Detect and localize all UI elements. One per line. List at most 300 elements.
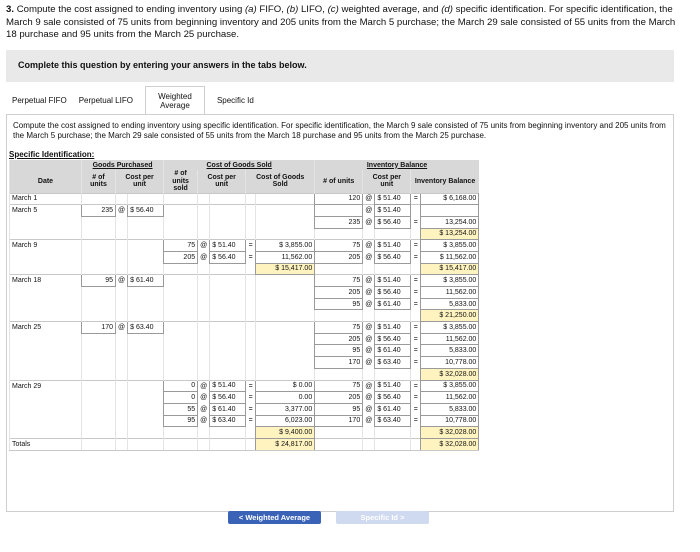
tab-perpetual-lifo[interactable]: Perpetual LIFO [73, 86, 139, 114]
equals-sign: = [411, 403, 421, 415]
table-cell [128, 392, 164, 404]
table-cell [246, 193, 256, 205]
table-cell [198, 205, 210, 217]
table-cell [10, 403, 82, 415]
table-cell [82, 333, 116, 345]
table-cell [10, 298, 82, 310]
ib-units-input[interactable]: 205 [315, 333, 363, 345]
at-symbol: @ [363, 193, 375, 205]
equals-sign: = [246, 415, 256, 427]
table-cell [10, 287, 82, 299]
ib-units-input[interactable]: 75 [315, 240, 363, 252]
table-header-cell [10, 160, 82, 170]
table-cell [246, 275, 256, 287]
table-cell [198, 357, 210, 369]
at-symbol: @ [198, 392, 210, 404]
table-cell [198, 322, 210, 334]
table-cell [128, 380, 164, 392]
group-cost-of-goods-sold: Cost of Goods Sold [164, 160, 315, 170]
table-cell [210, 310, 246, 322]
table-cell [116, 251, 128, 263]
table-cell [375, 368, 411, 380]
ib-total-cell: 5,833.00 [421, 403, 479, 415]
ib-units-input[interactable]: 120 [315, 193, 363, 205]
equals-sign: = [246, 251, 256, 263]
ib-grand-total: $ 32,028.00 [421, 438, 479, 450]
at-symbol: @ [198, 380, 210, 392]
equals-sign: = [411, 333, 421, 345]
table-cell [82, 310, 116, 322]
question-text [6, 4, 686, 42]
table-cell [128, 368, 164, 380]
table-row [10, 345, 479, 357]
table-cell [246, 205, 256, 217]
table-cell [116, 228, 128, 240]
table-cell [246, 357, 256, 369]
table-cell [198, 333, 210, 345]
gp-cost-input[interactable]: $ 56.40 [128, 205, 164, 217]
table-cell [246, 345, 256, 357]
ib-cost-cell: $ 51.40 [375, 193, 411, 205]
instruction-banner: Complete this question by entering your answers in the tabs below. [6, 50, 674, 82]
table-cell [198, 263, 210, 275]
table-cell [82, 193, 116, 205]
cs-total-cell: $ 3,855.00 [256, 240, 315, 252]
table-cell [198, 228, 210, 240]
table-cell [363, 427, 375, 439]
header-date: Date [10, 170, 82, 193]
table-cell [198, 368, 210, 380]
equals-sign: = [411, 380, 421, 392]
header-ib-total: Inventory Balance [411, 170, 479, 193]
ib-total-cell: 10,778.00 [421, 357, 479, 369]
table-cell [411, 310, 421, 322]
table-cell [82, 240, 116, 252]
table-cell [246, 298, 256, 310]
table-cell [198, 345, 210, 357]
tab-panel [6, 114, 674, 512]
equals-sign: = [411, 392, 421, 404]
ib-total-cell: 13,254.00 [421, 216, 479, 228]
table-cell [10, 427, 82, 439]
ib-units-input[interactable]: 170 [315, 415, 363, 427]
table-cell [116, 240, 128, 252]
cs-units-input[interactable]: 55 [164, 403, 198, 415]
ib-units-input[interactable]: 95 [315, 345, 363, 357]
cs-total-cell: 3,377.00 [256, 403, 315, 415]
table-cell [246, 216, 256, 228]
at-symbol: @ [363, 275, 375, 287]
cs-units-input[interactable]: 75 [164, 240, 198, 252]
ib-units-input[interactable]: 205 [315, 392, 363, 404]
cs-units-input[interactable]: 0 [164, 380, 198, 392]
table-cell [363, 263, 375, 275]
ib-total-cell: $ 3,855.00 [421, 240, 479, 252]
gp-cost-input[interactable]: $ 63.40 [128, 322, 164, 334]
cs-grand-total: $ 24,817.00 [256, 438, 315, 450]
table-cell [198, 216, 210, 228]
table-cell [116, 263, 128, 275]
question-number: 3. [6, 4, 15, 15]
ib-cost-cell: $ 51.40 [375, 322, 411, 334]
table-cell [363, 368, 375, 380]
group-inventory-balance: Inventory Balance [315, 160, 479, 170]
equals-sign: = [411, 322, 421, 334]
row-date: March 25 [10, 322, 82, 334]
table-cell [246, 427, 256, 439]
ib-subtotal: $ 15,417.00 [421, 263, 479, 275]
table-cell [82, 251, 116, 263]
totals-label: Totals [10, 438, 82, 450]
ib-total-cell: $ 3,855.00 [421, 322, 479, 334]
header-cs-cost: Cost per unit [198, 170, 246, 193]
table-cell [198, 193, 210, 205]
table-cell [375, 427, 411, 439]
table-cell [363, 228, 375, 240]
gp-units-input[interactable]: 170 [82, 322, 116, 334]
table-cell [82, 345, 116, 357]
table-cell [256, 310, 315, 322]
table-cell [164, 310, 198, 322]
table-cell [315, 427, 363, 439]
table-cell [82, 427, 116, 439]
table-cell [210, 205, 246, 217]
table-cell [246, 333, 256, 345]
table-cell [198, 298, 210, 310]
table-cell [128, 240, 164, 252]
totals-row [10, 438, 479, 450]
table-cell [82, 415, 116, 427]
gp-units-input[interactable]: 95 [82, 275, 116, 287]
table-cell [256, 345, 315, 357]
table-cell [256, 333, 315, 345]
table-cell [164, 357, 198, 369]
ib-cost-cell: $ 56.40 [375, 251, 411, 263]
table-cell [256, 357, 315, 369]
table-cell [246, 438, 256, 450]
equals-sign: = [411, 287, 421, 299]
table-cell [256, 193, 315, 205]
ib-units-input[interactable]: 75 [315, 275, 363, 287]
table-cell [82, 357, 116, 369]
equals-sign: = [246, 403, 256, 415]
at-symbol: @ [363, 322, 375, 334]
at-symbol: @ [198, 403, 210, 415]
ib-units-input[interactable]: 205 [315, 251, 363, 263]
at-symbol: @ [363, 251, 375, 263]
table-cell [315, 310, 363, 322]
cs-cost-input[interactable]: $ 61.40 [210, 403, 246, 415]
table-cell [10, 310, 82, 322]
table-cell [198, 275, 210, 287]
equals-sign: = [246, 392, 256, 404]
table-cell [164, 345, 198, 357]
table-cell [10, 251, 82, 263]
ib-subtotal: $ 13,254.00 [421, 228, 479, 240]
table-row [10, 240, 479, 252]
table-cell [315, 438, 363, 450]
equals-sign: = [411, 415, 421, 427]
prev-tab-button[interactable]: < Weighted Average [228, 511, 321, 524]
equals-sign: = [411, 251, 421, 263]
table-cell [82, 368, 116, 380]
table-cell [128, 263, 164, 275]
table-cell [116, 287, 128, 299]
table-cell [198, 438, 210, 450]
table-cell [246, 228, 256, 240]
question-part: (d) [441, 4, 453, 15]
ib-total-cell: $ 11,562.00 [421, 251, 479, 263]
row-date: March 18 [10, 275, 82, 287]
table-cell [82, 392, 116, 404]
table-cell [128, 298, 164, 310]
table-cell [411, 368, 421, 380]
table-cell [82, 298, 116, 310]
table-cell [315, 368, 363, 380]
table-cell [210, 216, 246, 228]
at-symbol: @ [363, 357, 375, 369]
ib-units-input[interactable]: 95 [315, 403, 363, 415]
table-row [10, 193, 479, 205]
table-cell [210, 322, 246, 334]
table-row [10, 403, 479, 415]
table-cell [128, 216, 164, 228]
table-cell [116, 368, 128, 380]
table-cell [246, 287, 256, 299]
at-symbol: @ [198, 251, 210, 263]
table-row [10, 415, 479, 427]
at-symbol: @ [363, 287, 375, 299]
table-cell [210, 333, 246, 345]
cs-units-input[interactable]: 95 [164, 415, 198, 427]
equals-sign: = [246, 380, 256, 392]
ib-cost-cell: $ 61.40 [375, 403, 411, 415]
ib-subtotal: $ 32,028.00 [421, 427, 479, 439]
table-cell [198, 310, 210, 322]
gp-units-input[interactable]: 235 [82, 205, 116, 217]
table-row [10, 275, 479, 287]
table-cell [210, 263, 246, 275]
question-part: weighted average, and [338, 4, 442, 15]
table-cell [116, 403, 128, 415]
table-cell [411, 263, 421, 275]
table-cell [10, 415, 82, 427]
table-cell [164, 287, 198, 299]
table-cell [10, 263, 82, 275]
table-cell [164, 322, 198, 334]
ib-cost-cell: $ 51.40 [375, 275, 411, 287]
at-symbol: @ [363, 345, 375, 357]
table-cell [375, 438, 411, 450]
cs-cost-input[interactable]: $ 56.40 [210, 251, 246, 263]
at-symbol: @ [198, 415, 210, 427]
question-part: (c) [327, 4, 339, 15]
table-cell [198, 287, 210, 299]
ib-units-input[interactable]: 235 [315, 216, 363, 228]
ib-cost-cell: $ 56.40 [375, 333, 411, 345]
table-cell [246, 310, 256, 322]
tab-weighted-average[interactable]: Weighted Average [145, 86, 205, 115]
table-cell [164, 298, 198, 310]
row-date: March 9 [10, 240, 82, 252]
table-cell [116, 415, 128, 427]
table-cell [82, 287, 116, 299]
equals-sign: = [411, 275, 421, 287]
table-cell [116, 392, 128, 404]
cs-total-cell: 11,562.00 [256, 251, 315, 263]
table-cell [375, 263, 411, 275]
table-cell [164, 275, 198, 287]
table-cell [411, 438, 421, 450]
equals-sign: = [411, 345, 421, 357]
equals-sign: = [411, 298, 421, 310]
table-row [10, 333, 479, 345]
cs-total-cell: 0.00 [256, 392, 315, 404]
table-row [10, 228, 479, 240]
table-cell [128, 251, 164, 263]
table-cell [375, 228, 411, 240]
tab-perpetual-fifo[interactable]: Perpetual FIFO [6, 86, 73, 114]
question-part: (a) [244, 4, 257, 15]
header-ib-units: # of units [315, 170, 363, 193]
table-row [10, 392, 479, 404]
ib-units-input[interactable]: 75 [315, 322, 363, 334]
table-cell [246, 368, 256, 380]
table-cell [128, 333, 164, 345]
at-symbol: @ [363, 392, 375, 404]
ib-units-input[interactable]: 205 [315, 287, 363, 299]
ib-units-input[interactable]: 75 [315, 380, 363, 392]
table-cell [256, 216, 315, 228]
table-cell [116, 333, 128, 345]
table-cell [10, 228, 82, 240]
ib-cost-cell: $ 51.40 [375, 240, 411, 252]
table-cell [164, 427, 198, 439]
ib-units-input[interactable]: 95 [315, 298, 363, 310]
cs-total-cell: 6,023.00 [256, 415, 315, 427]
question-part: specific identification. For specific identification, the March 9 sale consisted of 75 units from beginning inventory and 205 units from the March 5 purchase; the March 29 sale consisted of 55 units from the March 18 purchase and 95 units from the March 25 purchase. [6, 4, 676, 41]
cs-total-cell: $ 0.00 [256, 380, 315, 392]
table-cell [210, 345, 246, 357]
ib-cost-cell: $ 56.40 [375, 392, 411, 404]
tab-specific-id[interactable]: Specific Id [211, 86, 260, 114]
table-cell [128, 438, 164, 450]
table-cell [256, 275, 315, 287]
cs-subtotal: $ 15,417.00 [256, 263, 315, 275]
table-cell [82, 438, 116, 450]
table-cell [210, 357, 246, 369]
table-cell [246, 322, 256, 334]
table-cell [256, 228, 315, 240]
at-symbol: @ [198, 240, 210, 252]
table-row [10, 205, 479, 217]
table-cell [210, 298, 246, 310]
table-row [10, 427, 479, 439]
ib-total-cell: $ 6,168.00 [421, 193, 479, 205]
table-row [10, 216, 479, 228]
table-row [10, 287, 479, 299]
ib-total-cell: 5,833.00 [421, 298, 479, 310]
ib-cost-cell: $ 51.40 [375, 205, 411, 217]
table-cell [210, 438, 246, 450]
table-cell [210, 287, 246, 299]
table-cell [128, 310, 164, 322]
ib-cost-cell: $ 63.40 [375, 357, 411, 369]
table-cell [116, 380, 128, 392]
gp-cost-input[interactable]: $ 61.40 [128, 275, 164, 287]
ib-cost-cell: $ 61.40 [375, 345, 411, 357]
table-cell [128, 427, 164, 439]
cs-units-input[interactable]: 0 [164, 392, 198, 404]
cs-cost-input[interactable]: $ 51.40 [210, 240, 246, 252]
table-cell [82, 403, 116, 415]
table-cell [210, 228, 246, 240]
equals-sign [411, 205, 421, 217]
table-cell [116, 345, 128, 357]
cs-cost-input[interactable]: $ 56.40 [210, 392, 246, 404]
table-row [10, 263, 479, 275]
table-row [10, 298, 479, 310]
table-cell [198, 427, 210, 439]
ib-cost-cell: $ 61.40 [375, 298, 411, 310]
ib-total-cell: 10,778.00 [421, 415, 479, 427]
header-gp-cost: Cost per unit [116, 170, 164, 193]
row-date: March 5 [10, 205, 82, 217]
table-cell [116, 357, 128, 369]
table-cell [210, 193, 246, 205]
table-cell [256, 287, 315, 299]
cs-cost-input[interactable]: $ 63.40 [210, 415, 246, 427]
question-part: FIFO, [256, 4, 287, 15]
ib-total-cell: 5,833.00 [421, 345, 479, 357]
table-row [10, 357, 479, 369]
at-symbol: @ [363, 240, 375, 252]
at-symbol: @ [116, 322, 128, 334]
table-cell [164, 263, 198, 275]
ib-cost-cell: $ 56.40 [375, 287, 411, 299]
ib-total-cell: 11,562.00 [421, 287, 479, 299]
table-cell [315, 228, 363, 240]
row-date: March 29 [10, 380, 82, 392]
cs-units-input[interactable]: 205 [164, 251, 198, 263]
at-symbol: @ [363, 216, 375, 228]
table-cell [10, 357, 82, 369]
table-cell [164, 193, 198, 205]
table-cell [411, 228, 421, 240]
header-ib-cost: Cost per unit [363, 170, 411, 193]
cs-cost-input[interactable]: $ 51.40 [210, 380, 246, 392]
table-cell [128, 193, 164, 205]
panel-instructions: Compute the cost assigned to ending inventory using specific identification. For specific identification, the March 9 sale consisted of 75 units from beginning inventory and 205 units from the March 5 purchase; the March 29 sale consisted of 55 units from the March 18 purchase and 95 units from the March 25 purchase. [13, 121, 666, 140]
ib-cost-cell: $ 63.40 [375, 415, 411, 427]
row-date: March 1 [10, 193, 82, 205]
group-goods-purchased: Goods Purchased [82, 160, 164, 170]
ib-units-input[interactable]: 170 [315, 357, 363, 369]
ib-units-input[interactable] [315, 205, 363, 217]
table-cell [315, 263, 363, 275]
table-cell [210, 275, 246, 287]
table-cell [164, 228, 198, 240]
table-cell [411, 427, 421, 439]
table-cell [82, 380, 116, 392]
table-cell [375, 310, 411, 322]
next-tab-button[interactable]: Specific Id > [336, 511, 429, 524]
table-cell [256, 298, 315, 310]
table-cell [10, 392, 82, 404]
table-cell [164, 216, 198, 228]
at-symbol: @ [363, 415, 375, 427]
equals-sign: = [411, 357, 421, 369]
